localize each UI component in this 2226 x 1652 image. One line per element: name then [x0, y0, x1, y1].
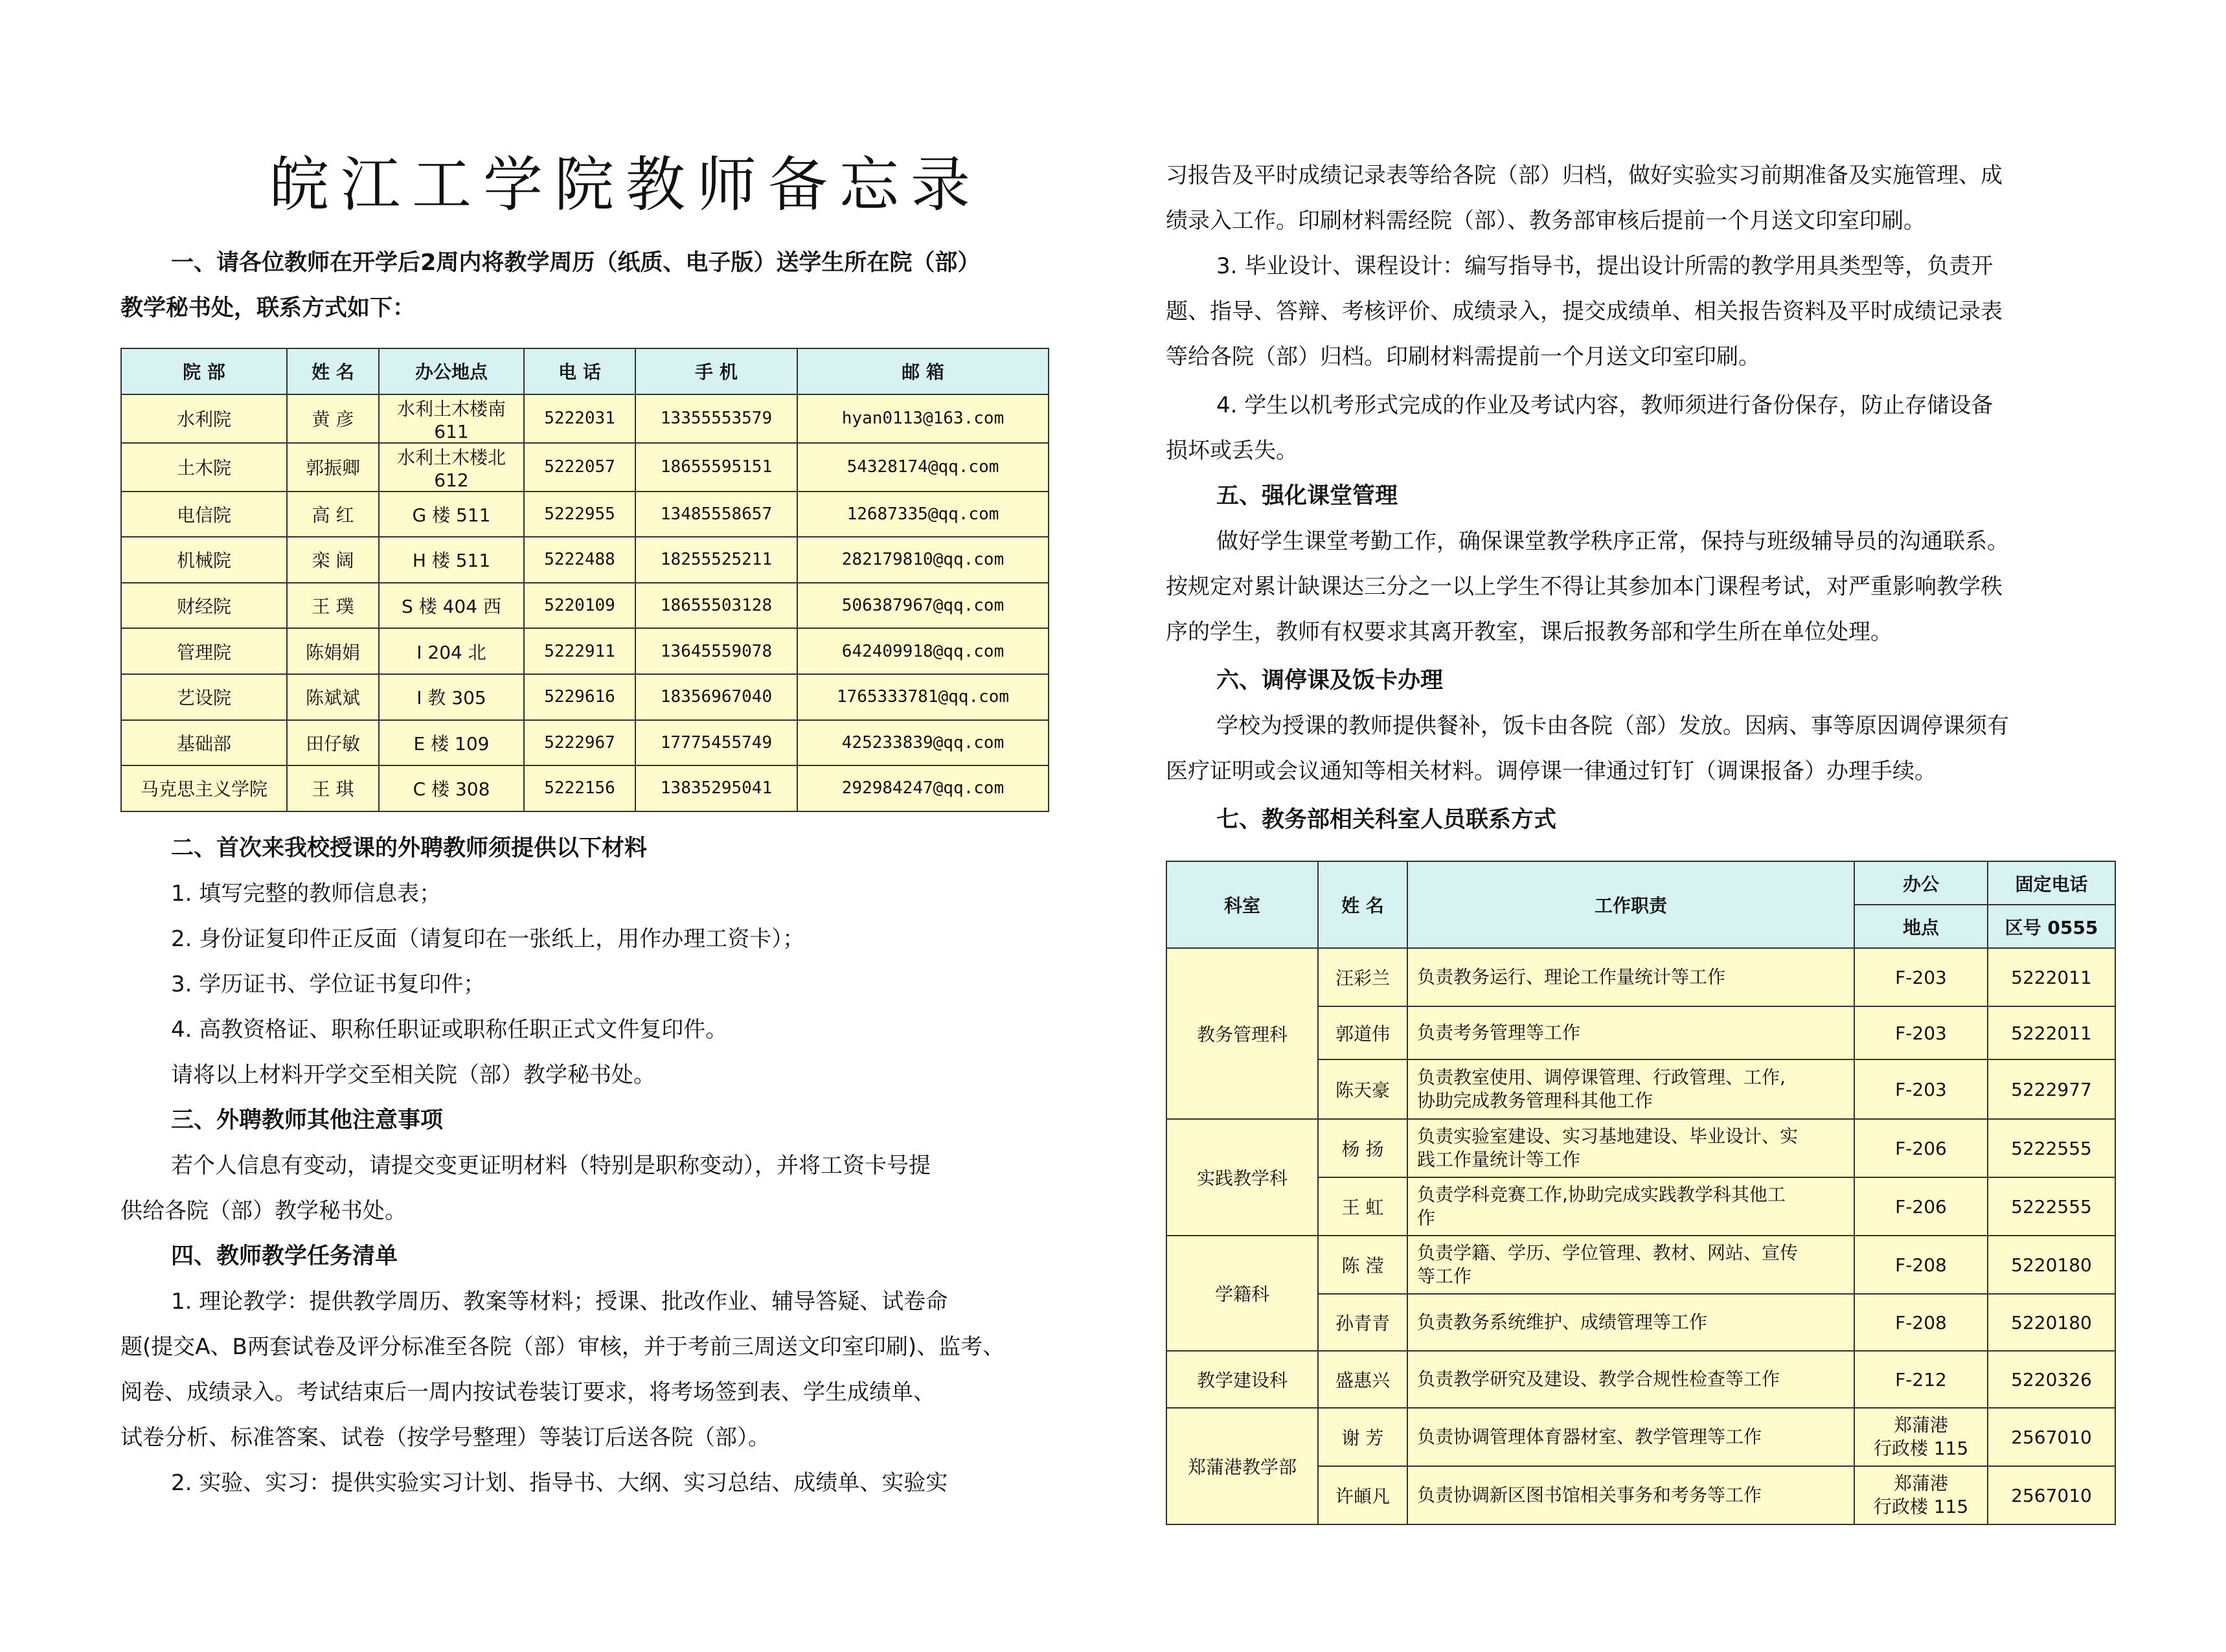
- cell-mobile: 17775455749: [635, 720, 797, 766]
- cell-name: 孙青青: [1318, 1294, 1407, 1351]
- cell-phone: 5222031: [524, 394, 635, 443]
- office-line-1: 郑蒲港: [1893, 1414, 1948, 1436]
- section-7-heading: 七、教务部相关科室人员联系方式: [1216, 807, 1557, 833]
- duty-line-2: 践工作量统计等工作: [1417, 1149, 1581, 1170]
- header-mobile: 手 机: [635, 348, 797, 394]
- section-4-item-3-line-3: 等给各院（部）归档。印刷材料需提前一个月送文印室印刷。: [1166, 344, 1760, 370]
- cell-office: [1854, 1408, 1988, 1466]
- cell-phone: 5222555: [1988, 1177, 2115, 1236]
- cell-mobile: 18356967040: [635, 674, 797, 720]
- cell-name: 谢 芳: [1318, 1408, 1407, 1466]
- cell-office: F-203: [1854, 948, 1988, 1006]
- table-row: [1166, 1236, 2115, 1294]
- cell-name: 郭振卿: [287, 443, 379, 492]
- cell-dept: 教务管理科: [1166, 948, 1318, 1119]
- cell-phone: 5222011: [1988, 1006, 2115, 1059]
- cell-duty: 负责协调新区图书馆相关事务和考务等工作: [1407, 1466, 1854, 1524]
- cell-college: 基础部: [121, 720, 287, 766]
- cell-email: 425233839@qq.com: [797, 720, 1049, 766]
- section-4-item-4-line-2: 损坏或丢失。: [1166, 438, 1298, 464]
- table-header-row: [1166, 861, 2115, 905]
- cell-name: 盛惠兴: [1318, 1351, 1407, 1408]
- section-2-item-3: 3. 学历证书、学位证书复印件；: [171, 971, 486, 997]
- office-line-2: 行政楼 115: [1873, 1438, 1969, 1459]
- office-line-1: 郑蒲港: [1893, 1473, 1948, 1494]
- cell-name: 汪彩兰: [1318, 948, 1407, 1006]
- cell-phone: 5220326: [1988, 1351, 2115, 1408]
- cell-duty: [1407, 1059, 1854, 1119]
- header-college: 院 部: [121, 348, 287, 394]
- staff-contacts-table: [1166, 861, 2116, 1525]
- header-email: 邮 箱: [797, 348, 1049, 394]
- duty-line-1: 负责教室使用、调停课管理、行政管理、工作,: [1417, 1067, 1786, 1088]
- cell-phone: 5220180: [1988, 1294, 2115, 1351]
- header-phone-bottom: 区号 0555: [1988, 905, 2115, 948]
- cell-name: 陈娟娟: [287, 628, 379, 674]
- cell-college: 马克思主义学院: [121, 765, 287, 811]
- section-4-item-2-line-3: 绩录入工作。印刷材料需经院（部）、教务部审核后提前一个月送文印室印刷。: [1166, 208, 1925, 234]
- table-row: [1166, 1408, 2115, 1466]
- cell-dept: 实践教学科: [1166, 1119, 1318, 1236]
- header-name: 姓 名: [1318, 861, 1407, 948]
- duty-line-1: 负责实验室建设、实习基地建设、毕业设计、实: [1417, 1126, 1799, 1147]
- cell-dept: 郑蒲港教学部: [1166, 1408, 1318, 1524]
- cell-college: 艺设院: [121, 674, 287, 720]
- cell-email: 54328174@qq.com: [797, 443, 1049, 492]
- cell-duty: 负责教务运行、理论工作量统计等工作: [1407, 948, 1854, 1006]
- cell-duty: [1407, 1236, 1854, 1294]
- cell-office: [1854, 1466, 1988, 1524]
- cell-office: E 楼 109: [379, 720, 524, 766]
- table-row: [121, 492, 1049, 537]
- cell-phone: 5229616: [524, 674, 635, 720]
- cell-phone: 5222911: [524, 628, 635, 674]
- cell-college: 水利院: [121, 394, 287, 443]
- cell-name: 杨 扬: [1318, 1119, 1407, 1177]
- duty-line-2: 等工作: [1417, 1265, 1472, 1287]
- section-2-heading: 二、首次来我校授课的外聘教师须提供以下材料: [171, 835, 648, 861]
- cell-duty: [1407, 1177, 1854, 1236]
- page-title: 皖江工学院教师备忘录: [269, 150, 982, 220]
- section-4-item-2-line-1: 2. 实验、实习：提供实验实习计划、指导书、大纲、实习总结、成绩单、实验实: [171, 1470, 948, 1496]
- cell-name: 陈 滢: [1318, 1236, 1407, 1294]
- cell-phone: 5222011: [1988, 948, 2115, 1006]
- cell-phone: 5222555: [1988, 1119, 2115, 1177]
- section-4-item-1-line-3: 阅卷、成绩录入。考试结束后一周内按试卷装订要求，将考场签到表、学生成绩单、: [120, 1379, 935, 1405]
- section-6-heading: 六、调停课及饭卡办理: [1216, 668, 1444, 694]
- cell-office: G 楼 511: [379, 492, 524, 537]
- cell-college: 土木院: [121, 443, 287, 492]
- table-row: [121, 443, 1049, 492]
- cell-office: F-208: [1854, 1236, 1988, 1294]
- cell-office: F-206: [1854, 1119, 1988, 1177]
- section-3-line-2: 供给各院（部）教学秘书处。: [120, 1198, 407, 1224]
- cell-phone: 5220180: [1988, 1236, 2115, 1294]
- cell-phone: 5222057: [524, 443, 635, 492]
- table-row: [1166, 1119, 2115, 1177]
- cell-office: F-212: [1854, 1351, 1988, 1408]
- section-4-item-2-line-2: 习报告及平时成绩记录表等给各院（部）归档，做好实验实习前期准备及实施管理、成: [1166, 163, 2003, 188]
- cell-mobile: 13485558657: [635, 492, 797, 537]
- table-row: [121, 765, 1049, 811]
- section-6-line-2: 医疗证明或会议通知等相关材料。调停课一律通过钉钉（调课报备）办理手续。: [1166, 758, 1936, 784]
- header-phone: 电 话: [524, 348, 635, 394]
- cell-office: 水利土木楼北 612: [379, 443, 524, 492]
- section-4-item-4-line-1: 4. 学生以机考形式完成的作业及考试内容，教师须进行备份保存，防止存储设备: [1216, 392, 1993, 418]
- office-line-2: 行政楼 115: [1873, 1496, 1969, 1517]
- cell-name: 王 虹: [1318, 1177, 1407, 1236]
- section-4-item-3-line-2: 题、指导、答辩、考核评价、成绩录入，提交成绩单、相关报告资料及平时成绩记录表: [1166, 299, 2003, 324]
- section-5-heading: 五、强化课堂管理: [1216, 483, 1398, 509]
- cell-office: C 楼 308: [379, 765, 524, 811]
- table-row: [1166, 948, 2115, 1006]
- duty-line-2: 作: [1417, 1207, 1436, 1228]
- cell-college: 财经院: [121, 583, 287, 629]
- cell-name: 田仔敏: [287, 720, 379, 766]
- header-office: 办公地点: [379, 348, 524, 394]
- cell-college: 管理院: [121, 628, 287, 674]
- table-row: [121, 583, 1049, 629]
- cell-mobile: 18255525211: [635, 537, 797, 583]
- cell-office: F-203: [1854, 1006, 1988, 1059]
- cell-office: F-206: [1854, 1177, 1988, 1236]
- cell-office: I 204 北: [379, 628, 524, 674]
- cell-office: F-208: [1854, 1294, 1988, 1351]
- table-header-row: [121, 348, 1049, 394]
- cell-email: 1765333781@qq.com: [797, 674, 1049, 720]
- cell-email: 506387967@qq.com: [797, 583, 1049, 629]
- cell-name: 栾 阔: [287, 537, 379, 583]
- cell-email: 292984247@qq.com: [797, 765, 1049, 811]
- section-4-item-3-line-1: 3. 毕业设计、课程设计：编写指导书，提出设计所需的教学用具类型等，负责开: [1216, 253, 1993, 279]
- cell-duty: [1407, 1119, 1854, 1177]
- cell-dept: 学籍科: [1166, 1236, 1318, 1351]
- cell-college: 机械院: [121, 537, 287, 583]
- cell-mobile: 13355553579: [635, 394, 797, 443]
- cell-phone: 5222967: [524, 720, 635, 766]
- header-duty: 工作职责: [1407, 861, 1854, 948]
- table-row: [121, 674, 1049, 720]
- section-4-item-1-line-4: 试卷分析、标准答案、试卷（按学号整理）等装订后送各院（部）。: [120, 1425, 770, 1451]
- cell-name: 许頔凡: [1318, 1466, 1407, 1524]
- cell-name: 高 红: [287, 492, 379, 537]
- cell-name: 王 琪: [287, 765, 379, 811]
- cell-name: 王 璞: [287, 583, 379, 629]
- section-5-line-1: 做好学生课堂考勤工作，确保课堂教学秩序正常，保持与班级辅导员的沟通联系。: [1216, 528, 2009, 554]
- cell-mobile: 13645559078: [635, 628, 797, 674]
- cell-duty: 负责教学研究及建设、教学合规性检查等工作: [1407, 1351, 1854, 1408]
- cell-name: 黄 彦: [287, 394, 379, 443]
- cell-phone: 5222156: [524, 765, 635, 811]
- header-dept: 科室: [1166, 861, 1318, 948]
- section-2-item-4: 4. 高教资格证、职称任职证或职称任职正式文件复印件。: [171, 1017, 728, 1043]
- section-2-item-1: 1. 填写完整的教师信息表；: [171, 881, 442, 907]
- section-3-line-1: 若个人信息有变动，请提交变更证明材料（特别是职称变动），并将工资卡号提: [171, 1153, 931, 1179]
- cell-mobile: 18655595151: [635, 443, 797, 492]
- duty-line-1: 负责学籍、学历、学位管理、教材、网站、宣传: [1417, 1242, 1799, 1263]
- college-contacts-table: [120, 348, 1049, 812]
- table-row: [121, 394, 1049, 443]
- section-4-item-1-line-2: 题(提交A、B两套试卷及评分标准至各院（部）审核，并于考前三周送文印室印刷)、监考、: [120, 1334, 1005, 1360]
- cell-phone: 2567010: [1988, 1466, 2115, 1524]
- section-3-heading: 三、外聘教师其他注意事项: [171, 1107, 444, 1133]
- cell-email: 282179810@qq.com: [797, 537, 1049, 583]
- cell-office: 水利土木楼南 611: [379, 394, 524, 443]
- header-office-top: 办公: [1854, 861, 1988, 905]
- cell-duty: 负责协调管理体育器材室、教学管理等工作: [1407, 1408, 1854, 1466]
- cell-phone: 5220109: [524, 583, 635, 629]
- header-phone-top: 固定电话: [1988, 861, 2115, 905]
- cell-office: I 教 305: [379, 674, 524, 720]
- cell-phone: 5222977: [1988, 1059, 2115, 1119]
- cell-name: 郭道伟: [1318, 1006, 1407, 1059]
- cell-office: H 楼 511: [379, 537, 524, 583]
- duty-line-1: 负责学科竞赛工作,协助完成实践教学科其他工: [1417, 1184, 1786, 1205]
- header-name: 姓 名: [287, 348, 379, 394]
- section-6-line-1: 学校为授课的教师提供餐补，饭卡由各院（部）发放。因病、事等原因调停课须有: [1216, 713, 2009, 739]
- cell-email: hyan0113@163.com: [797, 394, 1049, 443]
- header-office-bottom: 地点: [1854, 905, 1988, 948]
- cell-office: F-203: [1854, 1059, 1988, 1119]
- section-2-item-2: 2. 身份证复印件正反面（请复印在一张纸上，用作办理工资卡）；: [171, 926, 805, 952]
- duty-line-2: 协助完成教务管理科其他工作: [1417, 1090, 1653, 1111]
- table-row: [121, 537, 1049, 583]
- section-4-item-1-line-1: 1. 理论教学：提供教学周历、教案等材料；授课、批改作业、辅导答疑、试卷命: [171, 1289, 948, 1315]
- table-row: [121, 628, 1049, 674]
- cell-phone: 2567010: [1988, 1408, 2115, 1466]
- cell-name: 陈斌斌: [287, 674, 379, 720]
- section-4-heading: 四、教师教学任务清单: [171, 1243, 398, 1269]
- section-1-heading-line1: 一、请各位教师在开学后2周内将教学周历（纸质、电子版）送学生所在院（部）: [171, 250, 981, 276]
- section-2-note: 请将以上材料开学交至相关院（部）教学秘书处。: [171, 1062, 655, 1088]
- table-row: [1166, 1351, 2115, 1408]
- cell-college: 电信院: [121, 492, 287, 537]
- cell-mobile: 13835295041: [635, 765, 797, 811]
- section-1-heading-line2: 教学秘书处，联系方式如下：: [120, 295, 416, 321]
- cell-email: 642409918@qq.com: [797, 628, 1049, 674]
- cell-office: S 楼 404 西: [379, 583, 524, 629]
- section-5-line-3: 序的学生，教师有权要求其离开教室，课后报教务部和学生所在单位处理。: [1166, 619, 1892, 645]
- cell-phone: 5222488: [524, 537, 635, 583]
- cell-dept: 教学建设科: [1166, 1351, 1318, 1408]
- section-5-line-2: 按规定对累计缺课达三分之一以上学生不得让其参加本门课程考试，对严重影响教学秩: [1166, 574, 2003, 600]
- cell-mobile: 18655503128: [635, 583, 797, 629]
- cell-phone: 5222955: [524, 492, 635, 537]
- table-row: [121, 720, 1049, 766]
- cell-duty: 负责考务管理等工作: [1407, 1006, 1854, 1059]
- cell-name: 陈天豪: [1318, 1059, 1407, 1119]
- cell-duty: 负责教务系统维护、成绩管理等工作: [1407, 1294, 1854, 1351]
- cell-email: 12687335@qq.com: [797, 492, 1049, 537]
